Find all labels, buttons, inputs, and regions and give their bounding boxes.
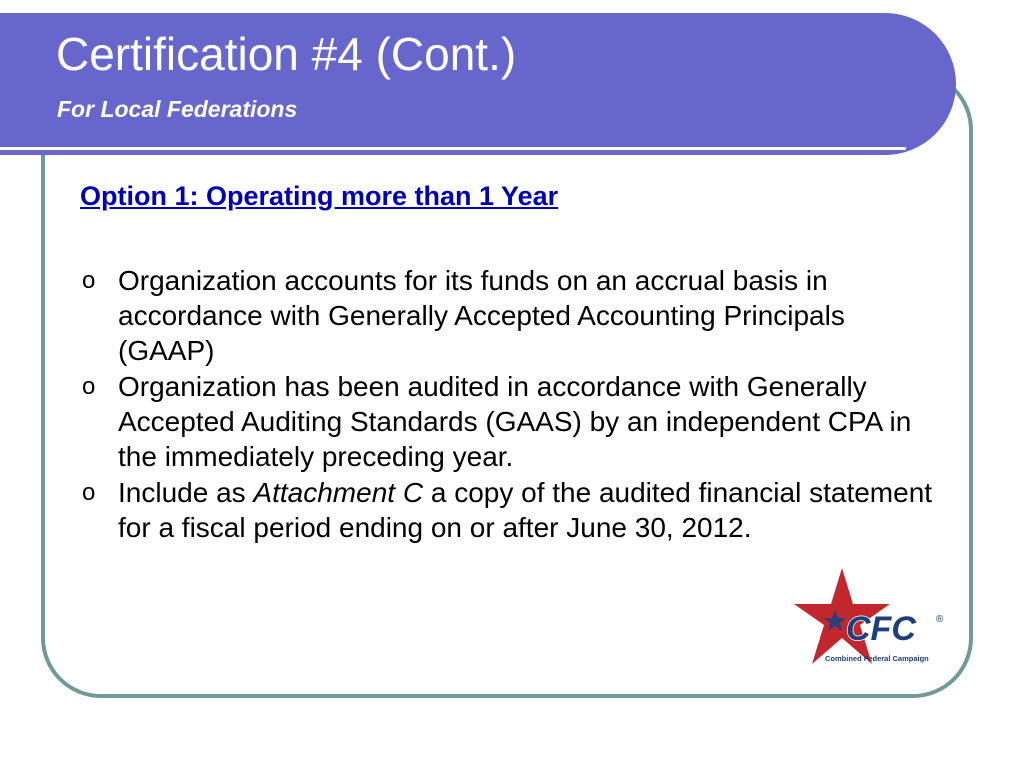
bullet-text-suffix: a copy of the audited financial statement for a fiscal period ending on or after June 30, 2012.	[118, 477, 933, 543]
registered-mark: ®	[936, 614, 944, 625]
bullet-text-prefix: Include as	[118, 477, 254, 508]
bullet-item	[80, 369, 940, 474]
bullet-marker: o	[82, 267, 96, 294]
bullet-list	[80, 263, 940, 546]
bullet-marker: o	[82, 373, 96, 400]
bullet-text: Organization has been audited in accordance with Generally Accepted Auditing Standards (GAAS) by an independent CPA in the immediately preceding year.	[118, 371, 912, 472]
cfc-tagline: Combined Federal Campaign	[825, 654, 929, 663]
bullet-text: Organization accounts for its funds on an accrual basis in accordance with Generally Accepted Accounting Principals (GAAP)	[118, 265, 845, 366]
cfc-mark: CFC	[846, 610, 916, 648]
option-heading: Option 1: Operating more than 1 Year	[80, 181, 559, 211]
attachment-emphasis: Attachment C	[253, 477, 424, 508]
bullet-item	[80, 475, 940, 545]
bullet-item	[80, 263, 940, 368]
bullet-text	[118, 475, 940, 545]
title-rule	[0, 147, 906, 150]
slide-title: Certification #4 (Cont.)	[56, 28, 517, 80]
bullet-marker: o	[82, 479, 96, 506]
slide-subtitle: For Local Federations	[57, 96, 298, 122]
